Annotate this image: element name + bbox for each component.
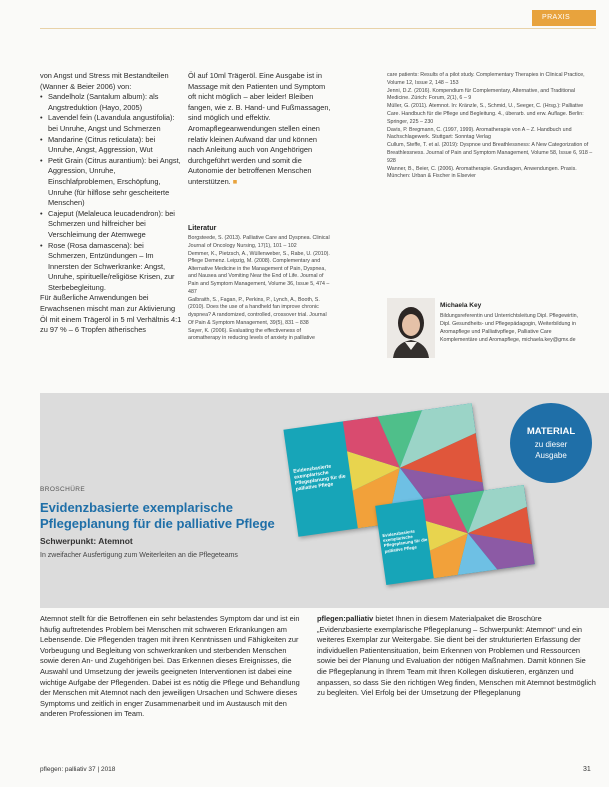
- header-rule: [40, 28, 596, 29]
- author-bio: Bildungsreferentin und Unterrichtsleitung Dipl. Pflegewirtin, Dipl. Gesundheits- und Pflegepädagogin, Weiterbildung in Aromapflege und Palliativpflege, Palliative Care Komplementäre und Aromapflege, michaela.key@gmx.de: [440, 313, 579, 344]
- author-photo: [387, 298, 435, 358]
- material-badge: [510, 403, 592, 483]
- column-2: [188, 71, 331, 188]
- footer-journal: pflegen: palliativ 37 | 2018: [40, 766, 116, 773]
- list-item: • Rose (Rosa damascena): bei Schmerzen, Entzündungen – Im Innersten der Schwerkranke: Angst, Unruhe, spirituelle/religiöse Krisen, zur Sterbebegleitung.: [40, 241, 183, 294]
- bottom-column-left: Atemnot stellt für die Betroffenen ein sehr belastendes Symptom dar und ist ein häufig auftretendes Problem bei Menschen mit schweren Erkrankungen am Lebensende. Die Pflegenden tragen mit ihren Kenntnissen und Fähigkeiten zur Vorbeugung und Begleitung von schwerkranken und sterbenden Menschen sowie deren An- und Zugehörigen bei. Das Erkennen dieses Ereignisses, die Auswahl und Umsetzung der jeweils geeigneten Interventionen ist dabei eine wichtige Aufgabe der Pflegenden. Dabei ist es nötig die Pflege und Behandlung der Menschen mit Atemnot nach den jeweiligen Ursachen und Schwere dieses Symptoms und zeitlich in enger Zusammenarbeit und im Austausch mit den anderen Professionen im Team.: [40, 614, 300, 719]
- brochure-title-1: Evidenzbasierte exemplarische: [40, 500, 233, 515]
- col1-intro: von Angst und Stress mit Bestandteilen (Wanner & Beier 2006) von:: [40, 71, 169, 91]
- brochure-note: In zweifacher Ausfertigung zum Weiterleiten an die Pflegeteams: [40, 552, 238, 559]
- reference: Demmer, K., Pietzsch, A., Wüllenweber, S., Rabe, U. (2010). Pflege Demenz. Leipzig, M. (2008). Complementary and Alternative Medicine in the Management of Pain, Dyspnea, and Nausea and Vomiting Near the End of Life. Journal of Pain and Symptom Management, Volume 36, Issue 5, 474 – 487: [188, 250, 330, 295]
- author-name: Michaela Key: [440, 302, 482, 309]
- badge-line-2: zu dieser: [534, 440, 568, 449]
- brochure-kicker: BROSCHÜRE: [40, 486, 86, 493]
- section-tab: [532, 10, 596, 26]
- badge-line-3: Ausgabe: [535, 451, 567, 460]
- reference: Davis, P. Bregmann, C. (1997, 1999). Aromatherapie von A – Z. Handbuch und Nachschlagewerk. Stuttgart: Sonntag Verlag: [387, 126, 572, 141]
- list-item: • Petit Grain (Citrus aurantium): bei Angst, Aggression, Unruhe, Einschlafproblemen, Erschöpfung, Unruhe (für hilflose sehr gescheiterte Menschen): [40, 156, 183, 209]
- end-mark: ■: [232, 176, 238, 186]
- reference: care patients: Results of a pilot study. Complementary Therapies in Clinical Practice, Volume 12, Issue 2, 148 – 153: [387, 72, 585, 86]
- brand-name: pflegen:palliativ: [317, 614, 374, 623]
- col1-closing: Für äußerliche Anwendungen bei Erwachsenen mischt man zur Aktivierung Öl mit einem Trägeröl in 5 ml Verhältnis 4:1 zu 97 % – 6 Tropfen ätherisches: [40, 293, 182, 335]
- col2-body: Öl auf 10ml Trägeröl. Eine Ausgabe ist in Massage mit den Patienten und Symptom oft nicht möglich – aber leider! Bleiben fangen, wie z. B. Hand- und Fußmassagen, sind möglich und effektiv. Aromapflegeanwendungen stellen einen relativ kleinen Aufwand dar und können nach Anleitung auch von Angehörigen durchgeführt werden und somit die Autonomie der betroffenen Menschen unterstützen.: [188, 71, 331, 186]
- list-item: • Cajeput (Melaleuca leucadendron): bei Schmerzen und hilfreicher bei Verschleimung der Atemwege: [40, 209, 183, 241]
- reference: Cullum, Steffe, T. et al. (2019): Dyspnoe und Breathlessness: A New Categorization of Breathlessness. Journal of Pain and Symptom Management, Volume 58, Issue 6, 918 – 928: [387, 142, 593, 164]
- badge-line-1: MATERIAL: [526, 426, 576, 437]
- list-item: • Sandelholz (Santalum album): als Angstreduktion (Hayo, 2005): [40, 92, 183, 113]
- cover-title-front: Evidenzbasierte exemplarische Pflegeplanung für die palliative Pflege: [382, 528, 428, 554]
- reference: Müller, G. (2011). Atemnot. In: Kränzle, S., Schmid, U., Seeger, C. (Hrsg.): Palliative Care. Handbuch für die Pflege und Begleitung. 4., überarb. und erw. Auflage. Berlin: Springer, 225 – 230: [387, 103, 584, 125]
- reference: Galbraith, S., Fagan, P., Perkins, P., Lynch, A., Booth, S. (2010). Does the use of a handheld fan improve chronic dyspnea? A randomized, controlled, crossover trial. Journal Of Pain & Symptom Management, 39(5), 831 – 838: [188, 296, 327, 326]
- list-item: • Mandarine (Citrus reticulata): bei Unruhe, Angst, Aggression, Wut: [40, 135, 183, 156]
- column-1: [40, 71, 183, 336]
- right-body: bietet Ihnen in diesem Materialpaket die Broschüre „Evidenzbasierte exemplarische Pflegeplanung – Schwerpunkt: Atemnot“ und ein weiteres Exemplar zur Weitergabe. Sie dient bei der strukturierten Erfassung der individuellen Patientensituation, beim Erkennen von Problemen und Ressourcen sowie bei der Planung und Evaluation der nötigen Maßnahmen. Damit können Sie die Pflegeplanung in Ihrem Team mit Ihren Kollegen diskutieren, ergänzen und anpassen, so dass Sie den richtigen Weg finden, Menschen mit Atemnot bestmöglich zu begleiten. Viel Erfolg bei der Umsetzung der Pflegeplanung: [317, 614, 596, 698]
- literature-left: [188, 235, 332, 343]
- list-item: • Lavendel fein (Lavandula angustifolia): bei Unruhe, Angst und Schmerzen: [40, 113, 183, 134]
- literature-heading: Literatur: [188, 225, 217, 232]
- page-number: 31: [583, 766, 591, 773]
- bottom-column-right: [317, 614, 596, 699]
- literature-right: [387, 72, 597, 181]
- brochure-title-2: Pflegeplanung für die palliative Pflege: [40, 516, 275, 531]
- reference: Jenni, D.Z. (2016). Kompendium für Complementary, Alternative, and Traditional Medicine. Zürich: Forum, 2(1), 6 – 9: [387, 87, 576, 102]
- reference: Borgsteede, S. (2013). Palliative Care and Dyspnea. Clinical Journal of Oncology Nursing, 17(1), 101 – 102: [188, 235, 330, 249]
- reference: Sayer, K. (2006). Evaluating the effectiveness of aromatherapy in reducing levels of anxiety in palliative: [188, 327, 315, 342]
- section-label: PRAXIS: [542, 14, 571, 21]
- reference: Wanner, B., Beier, C. (2006). Aromatherapie. Grundlagen, Anwendungen. Praxis. München: Urban & Fischer in Elsevier: [387, 165, 577, 180]
- oil-list: [40, 92, 183, 293]
- brochure-subtitle: Schwerpunkt: Atemnot: [40, 536, 133, 546]
- cover-title-back: Evidenzbasierte exemplarische Pflegeplanung für die palliative Pflege: [292, 463, 347, 493]
- portrait-image: [387, 298, 435, 358]
